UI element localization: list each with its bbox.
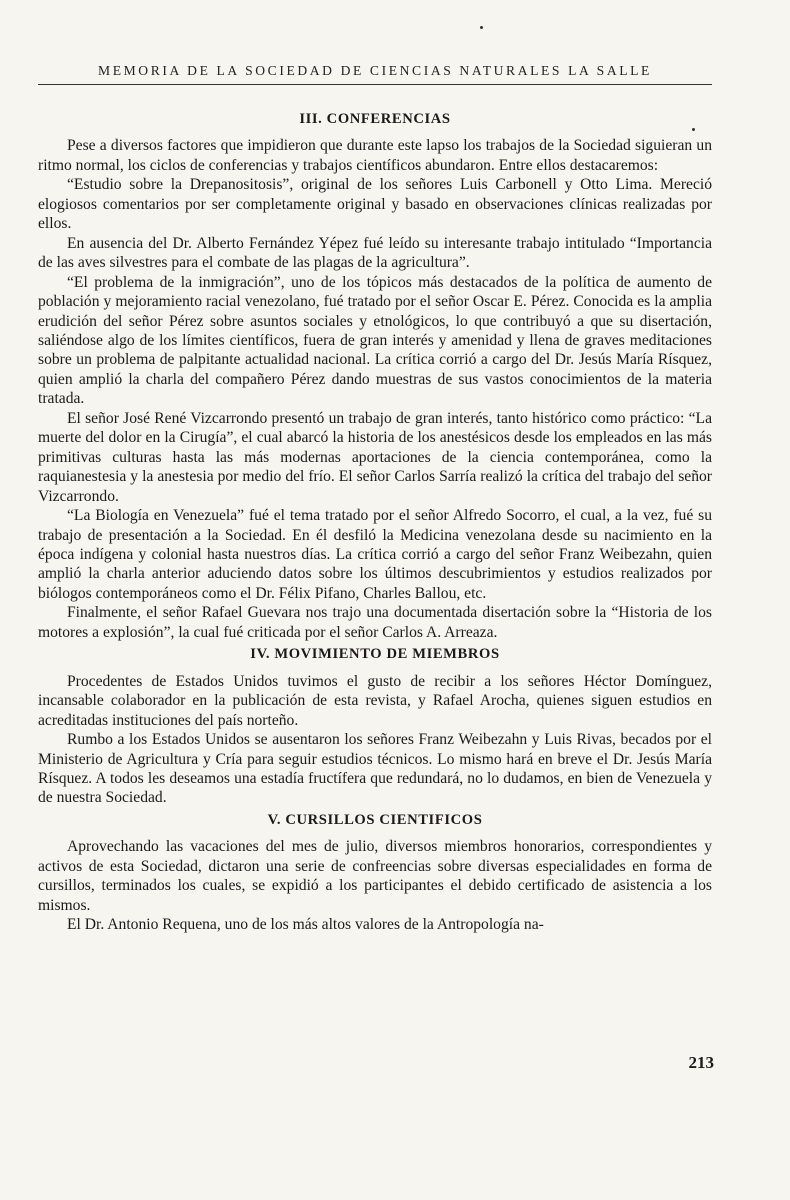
section-title-cursillos-cientificos: V. CURSILLOS CIENTIFICOS — [267, 811, 483, 828]
paragraph: El Dr. Antonio Requena, uno de los más altos valores de la Antropología na- — [67, 916, 544, 934]
section-title-movimiento-de-miembros: IV. MOVIMIENTO DE MIEMBROS — [250, 646, 500, 663]
paragraph: En ausencia del Dr. Alberto Fernández Yépez fué leído su interesante trabajo intitulado “Importancia de las aves silvestres para el combate de las plagas de la agricultura”. — [38, 234, 712, 272]
print-speck — [480, 26, 483, 29]
section-title-conferencias: III. CONFERENCIAS — [299, 111, 451, 127]
running-header: MEMORIA DE LA SOCIEDAD DE CIENCIAS NATURALES LA SALLE — [98, 63, 652, 78]
paragraph: Aprovechando las vacaciones del mes de julio, diversos miembros honorarios, correspondientes y activos de esta Sociedad, dictaron una serie de confreencias sobre diversas especialidades en forma de cursillos, terminados los cuales, se expidió a los participantes el debido certificado de asistencia a los mismos. — [38, 838, 712, 914]
paragraph: Procedentes de Estados Unidos tuvimos el gusto de recibir a los señores Héctor Domínguez, incansable colaborador en la publicación de esta revista, y Rafael Arocha, quienes siguen estudios en acreditadas instituciones del país norteño. — [38, 672, 712, 729]
page-number: 213 — [688, 1053, 714, 1072]
header-rule — [38, 84, 712, 85]
paragraph: Rumbo a los Estados Unidos se ausentaron los señores Franz Weibezahn y Luis Rivas, becados por el Ministerio de Agricultura y Cría para seguir estudios técnicos. Lo mismo hará en breve el Dr. Jesús María Rísquez. A todos les deseamos una estadía fructífera que redundará, no lo dudamos, en bien de Venezuela y de nuestra Sociedad. — [38, 731, 712, 807]
article-body — [38, 110, 712, 935]
paragraph: El señor José René Vizcarrondo presentó un trabajo de gran interés, tanto histórico como práctico: “La muerte del dolor en la Cirugía”, el cual abarcó la historia de los anestésicos desde los empleados en las más primitivas culturas hasta las más modernas aportaciones de la ciencia contemporánea, como la raquianestesia y la anestesia por medio del frío. El señor Carlos Sarría realizó la crítica del trabajo del señor Vizcarrondo. — [38, 409, 712, 505]
paragraph: Finalmente, el señor Rafael Guevara nos trajo una documentada disertación sobre la “Historia de los motores a explosión”, la cual fué criticada por el señor Carlos A. Arreaza. — [38, 604, 712, 641]
paragraph: “Estudio sobre la Drepanositosis”, original de los señores Luis Carbonell y Otto Lima. Mereció elogiosos comentarios por ser completamente original y basado en observaciones clínicas realizadas por ellos. — [38, 176, 712, 233]
paragraph: “El problema de la inmigración”, uno de los tópicos más destacados de la política de aumento de población y mejoramiento racial venezolano, fué tratado por el señor Oscar E. Pérez. Conocida es la amplia erudición del señor Pérez sobre asuntos sociales y etnológicos, lo que contribuyó a que su disertación, saliéndose algo de los límites científicos, fuera de gran interés y amenidad y llena de graves meditaciones sobre un problema de palpitante actualidad nacional. La crítica corrió a cargo del Dr. Jesús María Rísquez, quien amplió la charla del compañero Pérez dando muestras de sus vastos conocimientos de la materia tratada. — [38, 273, 712, 408]
paragraph: “La Biología en Venezuela” fué el tema tratado por el señor Alfredo Socorro, el cual, a la vez, fué su trabajo de presentación a la Sociedad. En él desfiló la Medicina venezolana desde su nacimiento en la época indígena y colonial hasta nuestros días. La crítica corrió a cargo del señor Franz Weibezahn, quien amplió la charla anterior aduciendo datos sobre los últimos descubrimientos y estudios realizados por biólogos contemporáneos como el Dr. Félix Pifano, Charles Ballou, etc. — [38, 507, 712, 602]
paragraph: Pese a diversos factores que impidieron que durante este lapso los trabajos de la Sociedad siguieran un ritmo normal, los ciclos de conferencias y trabajos científicos abundaron. Entre ellos destacaremos: — [38, 137, 712, 174]
